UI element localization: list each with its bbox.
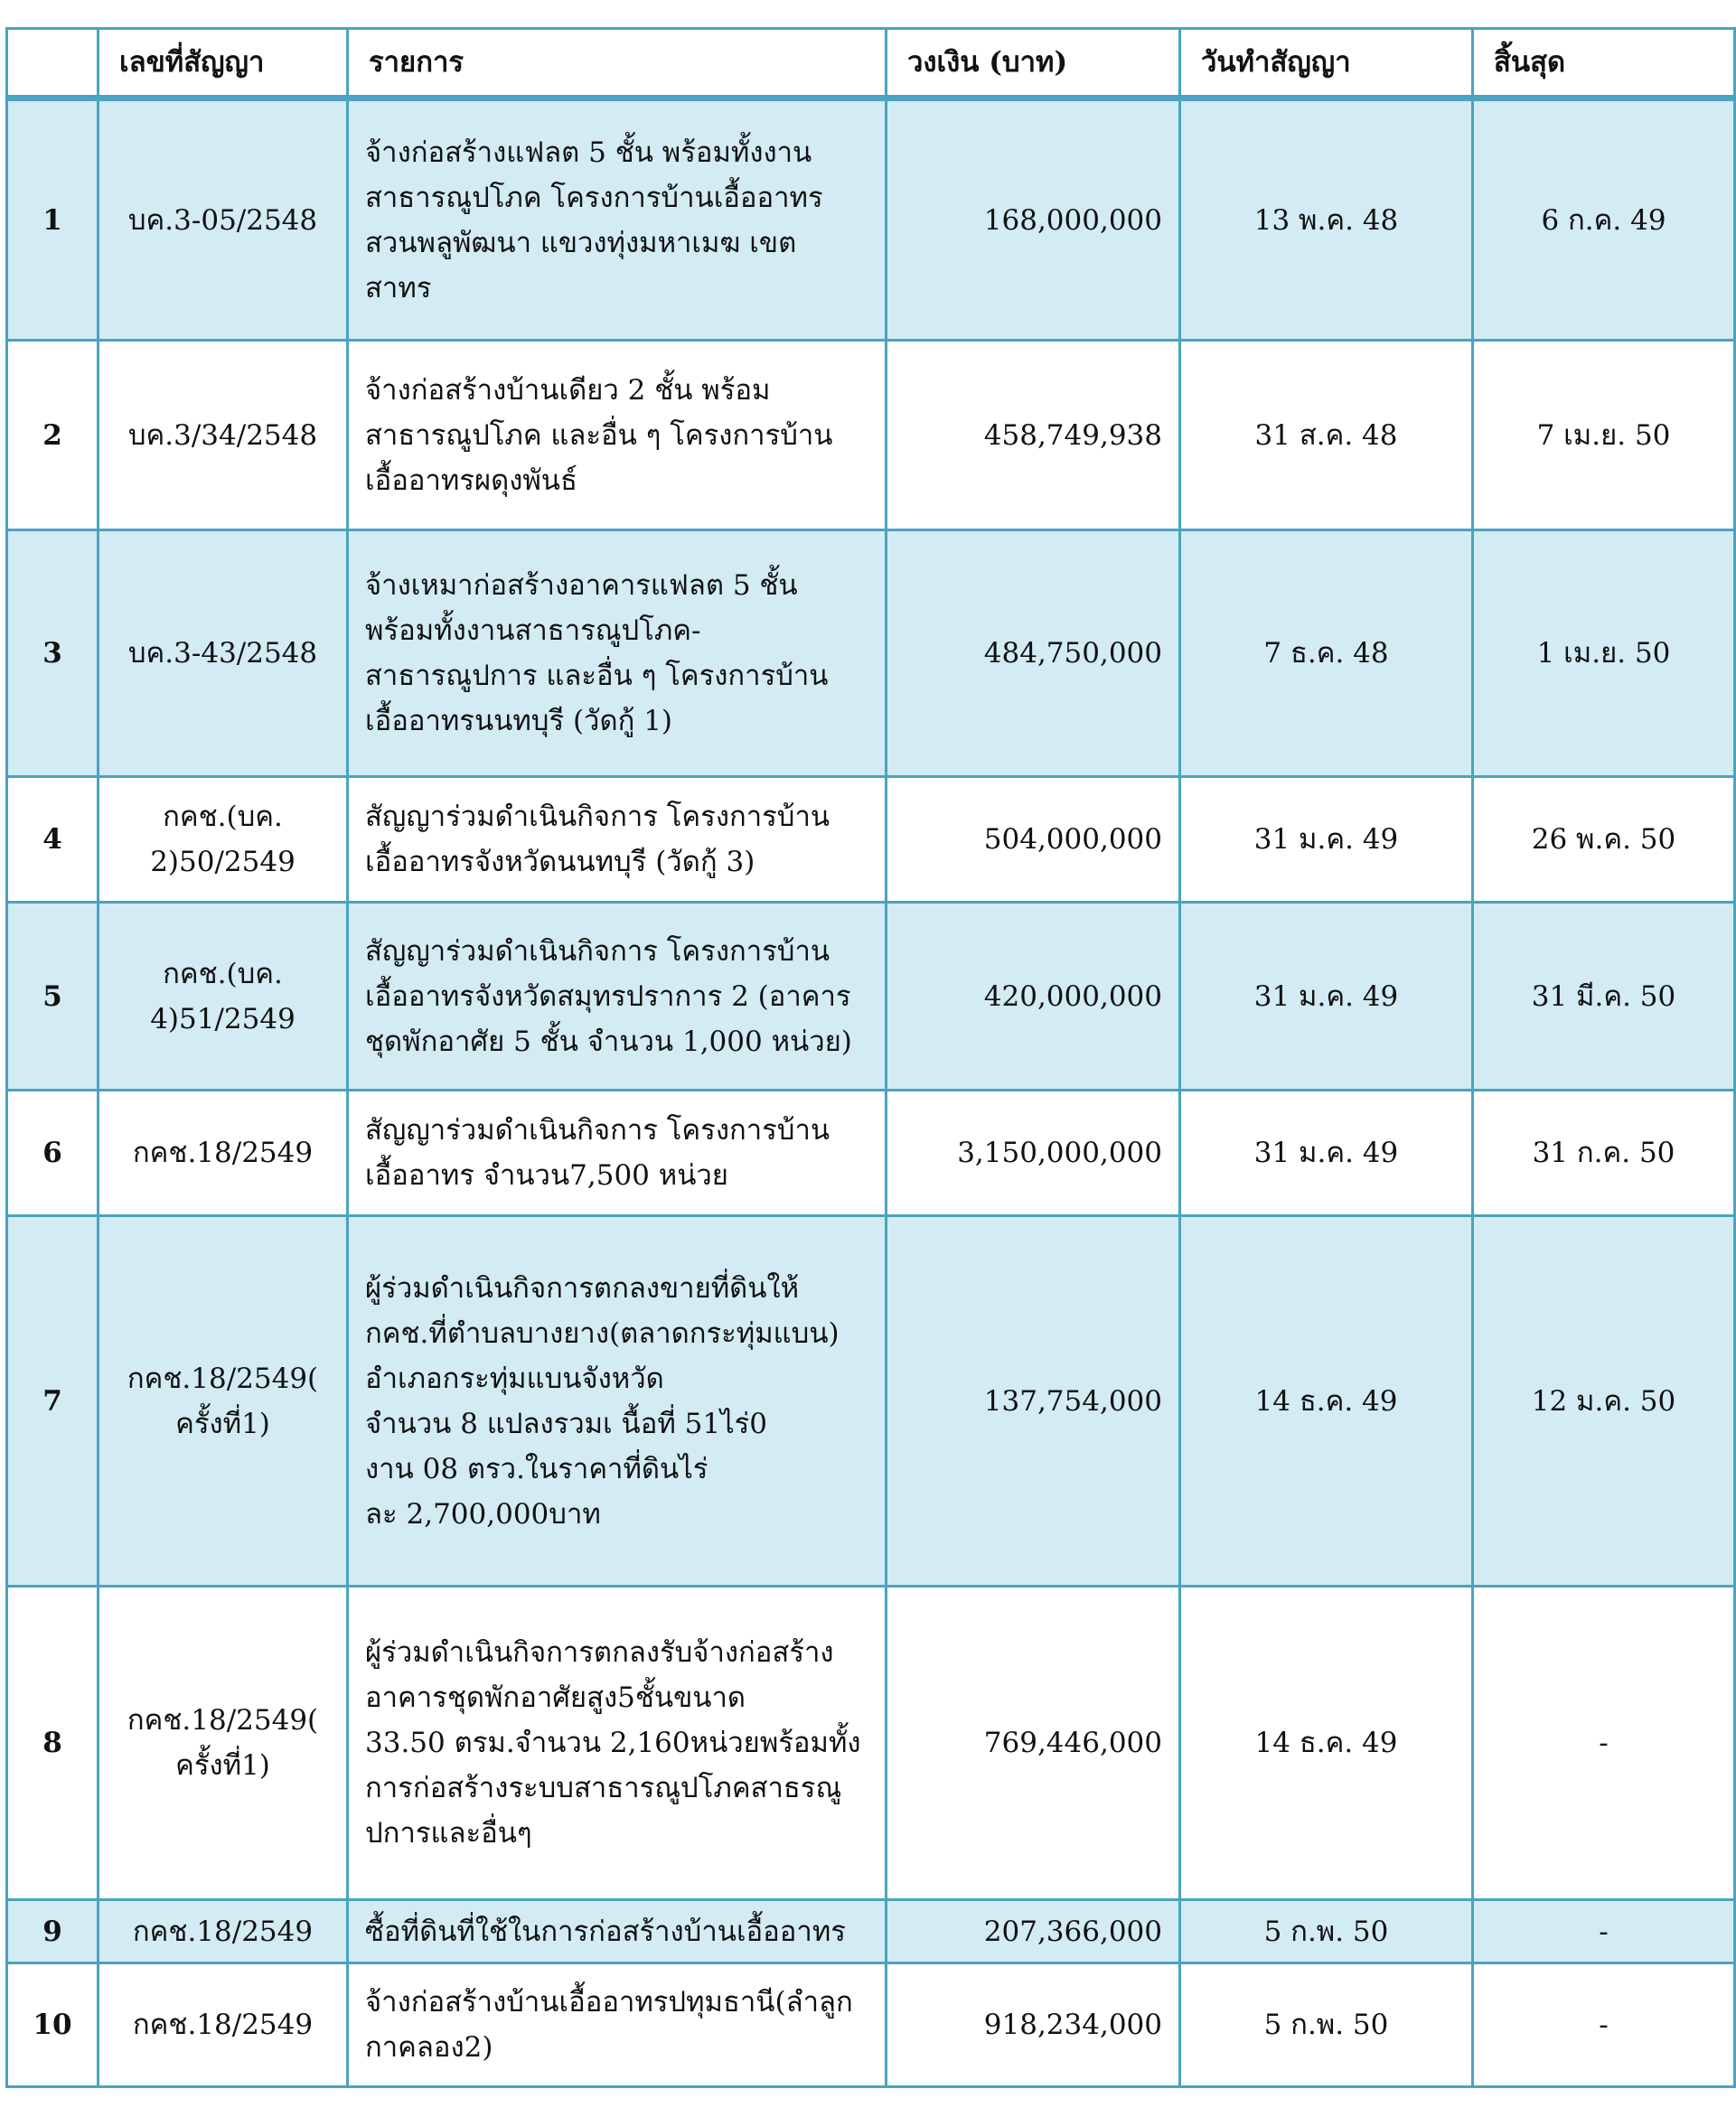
end-date-cell: 7 เม.ย. 50 [1473,341,1735,530]
table-row [7,341,1735,530]
contract-number-cell [99,1900,348,1963]
description-line: สาธารณูปโภค โครงการบ้านเอื้ออาทร [365,181,823,214]
description-line: อำเภอกระทุ่มแบนจังหวัด [365,1362,664,1395]
contract-date-cell: 13 พ.ค. 48 [1180,98,1473,341]
contract-date-cell: 7 ธ.ค. 48 [1180,530,1473,777]
description-cell [348,1587,887,1900]
amount-cell: 458,749,938 [887,341,1180,530]
description-line: เอื้ออาทรจังหวัดนนทบุรี (วัดกู้ 3) [365,846,755,878]
contract-number-line: กคช.(บค. [163,801,283,833]
contract-number-line: ครั้งที่1) [175,1407,270,1440]
description-line: 33.50 ตรม.จำนวน 2,160หน่วยพร้อมทั้ง [365,1727,861,1759]
contract-number-line: กคช.18/2549( [127,1704,319,1737]
table-row [7,98,1735,341]
row-number: 10 [7,1963,99,2087]
row-number: 5 [7,903,99,1091]
contract-number-cell [99,1963,348,2087]
description-line: สาทร [365,271,432,304]
contract-number-cell [99,530,348,777]
contract-date-cell: 5 ก.พ. 50 [1180,1900,1473,1963]
description-line: พร้อมทั้งงานสาธารณูปโภค- [365,614,701,647]
description-line: ผู้ร่วมดำเนินกิจการตกลงรับจ้างก่อสร้าง [365,1636,834,1669]
contract-number-cell [99,777,348,903]
end-date-cell: 1 เม.ย. 50 [1473,530,1735,777]
contract-number-cell [99,341,348,530]
description-cell [348,98,887,341]
contract-number-cell [99,1091,348,1216]
end-date-cell: - [1473,1900,1735,1963]
description-line: เอื้ออาทรผดุงพันธ์ [365,464,577,497]
contract-number-cell [99,1216,348,1587]
end-date-cell: - [1473,1587,1735,1900]
amount-cell: 420,000,000 [887,903,1180,1091]
description-line: กคช.ที่ตำบลบางยาง(ตลาดกระทุ่มแบน) [365,1316,840,1350]
end-date-cell: 6 ก.ค. 49 [1473,98,1735,341]
contract-number-line: กคช.18/2549( [127,1362,319,1395]
end-date-cell: 12 ม.ค. 50 [1473,1216,1735,1587]
contract-number-line: กคช.(บค. [163,957,283,990]
end-date-cell: 31 มี.ค. 50 [1473,903,1735,1091]
description-line: จ้างก่อสร้างบ้านเอื้ออาทรปทุมธานี(ลำลูก [365,1986,853,2019]
header-contract-no: เลขที่สัญญา [99,29,348,98]
description-line: งาน 08 ตรว.ในราคาที่ดินไร่ [365,1452,708,1485]
description-line: กาคลอง2) [365,2031,493,2064]
description-line: จ้างก่อสร้างบ้านเดียว 2 ชั้น พร้อม [365,373,771,407]
contract-number-cell [99,98,348,341]
contract-date-cell: 31 ส.ค. 48 [1180,341,1473,530]
amount-cell: 504,000,000 [887,777,1180,903]
description-line: ปการและอื่นๆ [365,1817,532,1850]
description-line: ผู้ร่วมดำเนินกิจการตกลงขายที่ดินให้ [365,1271,800,1305]
amount-cell: 484,750,000 [887,530,1180,777]
amount-cell: 3,150,000,000 [887,1091,1180,1216]
description-line: จำนวน 8 แปลงรวมเ นื้อที่ 51ไร่0 [365,1407,768,1440]
amount-cell: 918,234,000 [887,1963,1180,2087]
header-no [7,29,99,98]
table-row [7,777,1735,903]
amount-cell: 137,754,000 [887,1216,1180,1587]
contract-number-line: บค.3-43/2548 [127,637,318,670]
description-line: เอื้ออาทร จำนวน7,500 หน่วย [365,1159,728,1192]
description-line: สาธารณูปการ และอื่น ๆ โครงการบ้าน [365,660,829,692]
header-row [7,29,1735,98]
contract-number-line: 2)50/2549 [150,846,296,878]
description-line: จ้างเหมาก่อสร้างอาคารแฟลต 5 ชั้น [365,569,798,602]
row-number: 6 [7,1091,99,1216]
description-line: จ้างก่อสร้างแฟลต 5 ชั้น พร้อมทั้งงาน [365,136,812,169]
table-body [7,98,1735,2087]
end-date-cell: 26 พ.ค. 50 [1473,777,1735,903]
contract-number-line: กคช.18/2549 [132,1137,314,1169]
description-cell [348,1963,887,2087]
table-row [7,1091,1735,1216]
table-row [7,530,1735,777]
header-amount: วงเงิน (บาท) [887,29,1180,98]
description-cell [348,341,887,530]
description-line: อาคารชุดพักอาศัยสูง5ชั้นขนาด [365,1681,746,1714]
table-row [7,1587,1735,1900]
row-number: 4 [7,777,99,903]
table-header [7,29,1735,98]
table-row [7,903,1735,1091]
description-cell [348,777,887,903]
table-row [7,1216,1735,1587]
description-line: สัญญาร่วมดำเนินกิจการ โครงการบ้าน [365,801,830,833]
description-cell [348,1216,887,1587]
contract-number-line: บค.3/34/2548 [127,418,318,452]
description-line: เอื้ออาทรจังหวัดสมุทรปราการ 2 (อาคาร [365,979,851,1013]
contract-number-line: กคช.18/2549 [132,1915,314,1948]
amount-cell: 168,000,000 [887,98,1180,341]
description-cell [348,530,887,777]
contract-date-cell: 14 ธ.ค. 49 [1180,1587,1473,1900]
description-line: สวนพลูพัฒนา แขวงทุ่งมหาเมฆ เขต [365,226,797,259]
description-line: การก่อสร้างระบบสาธารณูปโภคสาธรณู [365,1772,842,1804]
end-date-cell: 31 ก.ค. 50 [1473,1091,1735,1216]
description-cell [348,903,887,1091]
header-contract-date: วันทำสัญญา [1180,29,1473,98]
contract-number-line: กคช.18/2549 [132,2009,314,2041]
amount-cell: 207,366,000 [887,1900,1180,1963]
contract-number-line: ครั้งที่1) [175,1749,270,1782]
row-number: 2 [7,341,99,530]
header-description: รายการ [348,29,887,98]
end-date-cell: - [1473,1963,1735,2087]
contract-date-cell: 5 ก.พ. 50 [1180,1963,1473,2087]
contract-date-cell: 31 ม.ค. 49 [1180,1091,1473,1216]
contracts-table [5,27,1736,2088]
contract-number-line: บค.3-05/2548 [127,203,318,237]
row-number: 1 [7,98,99,341]
row-number: 8 [7,1587,99,1900]
contract-date-cell: 31 ม.ค. 49 [1180,903,1473,1091]
header-end-date: สิ้นสุด [1473,29,1735,98]
table-row [7,1900,1735,1963]
contract-number-line: 4)51/2549 [150,1002,296,1035]
row-number: 9 [7,1900,99,1963]
amount-cell: 769,446,000 [887,1587,1180,1900]
description-line: สัญญาร่วมดำเนินกิจการ โครงการบ้าน [365,1114,830,1147]
contract-number-cell [99,903,348,1091]
description-cell [348,1091,887,1216]
row-number: 3 [7,530,99,777]
description-line: ซื้อที่ดินที่ใช้ในการก่อสร้างบ้านเอื้ออาทร [365,1915,846,1948]
contract-date-cell: 14 ธ.ค. 49 [1180,1216,1473,1587]
description-line: ละ 2,700,000บาท [365,1497,601,1531]
description-cell [348,1900,887,1963]
description-line: สัญญาร่วมดำเนินกิจการ โครงการบ้าน [365,934,830,968]
table-row [7,1963,1735,2087]
contract-number-cell [99,1587,348,1900]
contracts-sheet [5,27,1733,2088]
description-line: ชุดพักอาศัย 5 ชั้น จำนวน 1,000 หน่วย) [365,1025,852,1058]
contract-date-cell: 31 ม.ค. 49 [1180,777,1473,903]
row-number: 7 [7,1216,99,1587]
description-line: สาธารณูปโภค และอื่น ๆ โครงการบ้าน [365,418,833,452]
description-line: เอื้ออาทรนนทบุรี (วัดกู้ 1) [365,705,673,737]
